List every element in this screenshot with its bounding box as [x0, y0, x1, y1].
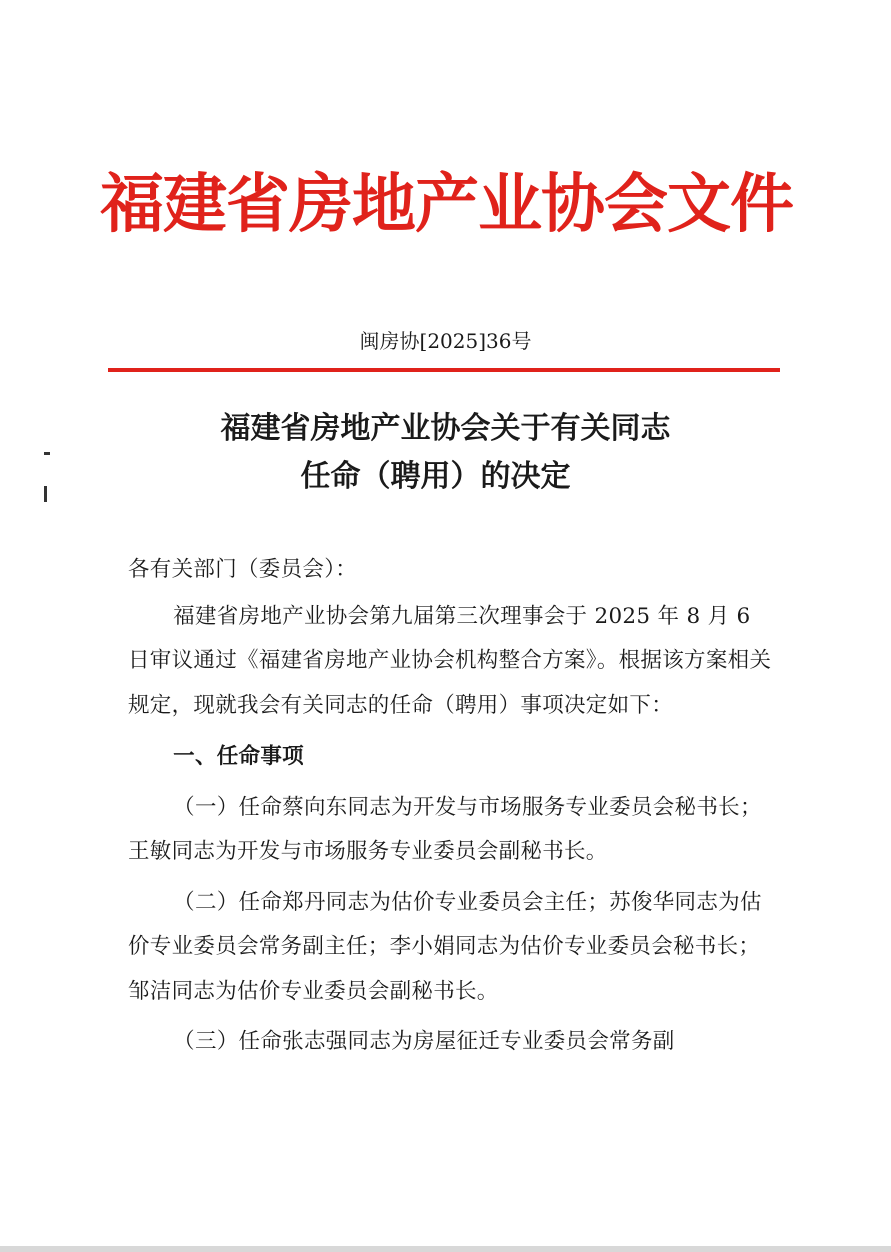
masthead-title: 福建省房地产业协会文件	[100, 167, 793, 242]
appointment-item: （一）任命蔡向东同志为开发与市场服务专业委员会秘书长；王敏同志为开发与市场服务专业委员会副秘书长。	[128, 794, 762, 864]
document-title-line-2: 任命（聘用）的决定	[300, 459, 571, 494]
red-divider-line	[108, 368, 780, 372]
salutation: 各有关部门（委员会）：	[128, 557, 358, 582]
appointment-item: （二）任命郑丹同志为估价专业委员会主任；苏俊华同志为估价专业委员会常务副主任；李小娟同志为估价专业委员会秘书长；邹洁同志为估价专业委员会副秘书长。	[128, 889, 762, 1004]
document-number: 闽房协[2025]36号	[359, 329, 532, 353]
document-title-line-1: 福建省房地产业协会关于有关同志	[220, 411, 671, 446]
appointment-item: （三）任命张志强同志为房屋征迁专业委员会常务副	[173, 1029, 675, 1054]
page-bottom-edge	[0, 1246, 891, 1252]
section-heading: 一、任命事项	[173, 744, 304, 769]
intro-paragraph: 福建省房地产业协会第九届第三次理事会于 2025 年 8 月 6 日审议通过《福建省房地产业协会机构整合方案》。根据该方案相关规定，现就我会有关同志的任命（聘用）事项决定如下：	[128, 603, 772, 718]
document-title	[0, 408, 891, 498]
document-body	[128, 548, 772, 1065]
